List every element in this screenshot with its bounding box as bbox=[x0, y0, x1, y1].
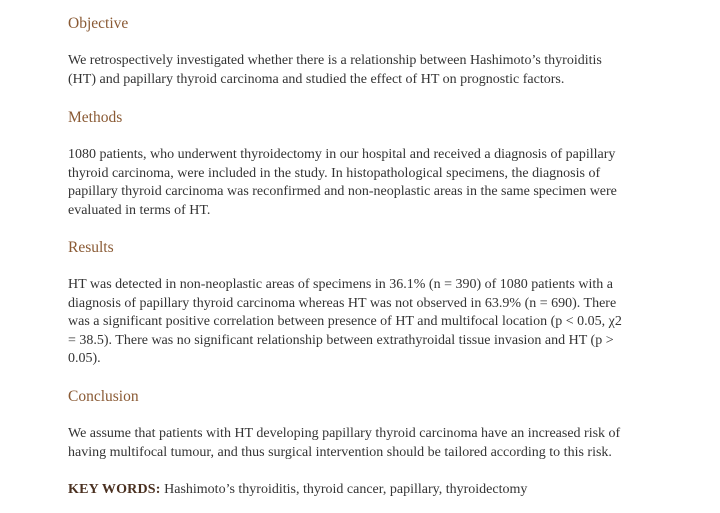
results-line: = 38.5). There was no significant relationship between extrathyroidal tissue invasion and HT (p > bbox=[68, 332, 614, 348]
conclusion-line: having multifocal tumour, and thus surgical intervention should be tailored according to this risk. bbox=[68, 444, 612, 460]
objective-line: We retrospectively investigated whether there is a relationship between Hashimoto’s thyroiditis bbox=[68, 53, 602, 68]
objective-line: (HT) and papillary thyroid carcinoma and studied the effect of HT on prognostic factors. bbox=[68, 71, 565, 87]
methods-text bbox=[68, 146, 617, 220]
methods-line: 1080 patients, who underwent thyroidectomy in our hospital and received a diagnosis of papillary bbox=[68, 147, 616, 162]
methods-line: evaluated in terms of HT. bbox=[68, 202, 211, 218]
methods-line: thyroid carcinoma, were included in the study. In histopathological specimens, the diagnosis of bbox=[68, 165, 601, 181]
keywords-label: KEY WORDS: bbox=[68, 482, 161, 497]
conclusion-line: We assume that patients with HT developing papillary thyroid carcinoma have an increased risk of bbox=[68, 426, 621, 441]
results-heading: Results bbox=[68, 239, 114, 256]
methods-line: papillary thyroid carcinoma was reconfirmed and non-neoplastic areas in the same specimen were bbox=[68, 184, 617, 200]
results-line: HT was detected in non-neoplastic areas of specimens in 36.1% (n = 390) of 1080 patients with a bbox=[68, 277, 613, 292]
methods-heading: Methods bbox=[68, 109, 123, 126]
objective-text bbox=[68, 52, 602, 89]
conclusion-heading: Conclusion bbox=[68, 388, 139, 405]
keywords bbox=[68, 481, 527, 499]
objective-heading: Objective bbox=[68, 15, 129, 32]
keywords-text: Hashimoto’s thyroiditis, thyroid cancer, papillary, thyroidectomy bbox=[164, 482, 528, 497]
results-line: diagnosis of papillary thyroid carcinoma whereas HT was not observed in 63.9% (n = 690). There bbox=[68, 295, 617, 311]
results-line: was a significant positive correlation between presence of HT and multifocal location (p < 0.05, χ2 bbox=[68, 314, 622, 330]
results-line: 0.05). bbox=[68, 351, 101, 367]
results-text bbox=[68, 276, 622, 369]
conclusion-text bbox=[68, 425, 620, 462]
